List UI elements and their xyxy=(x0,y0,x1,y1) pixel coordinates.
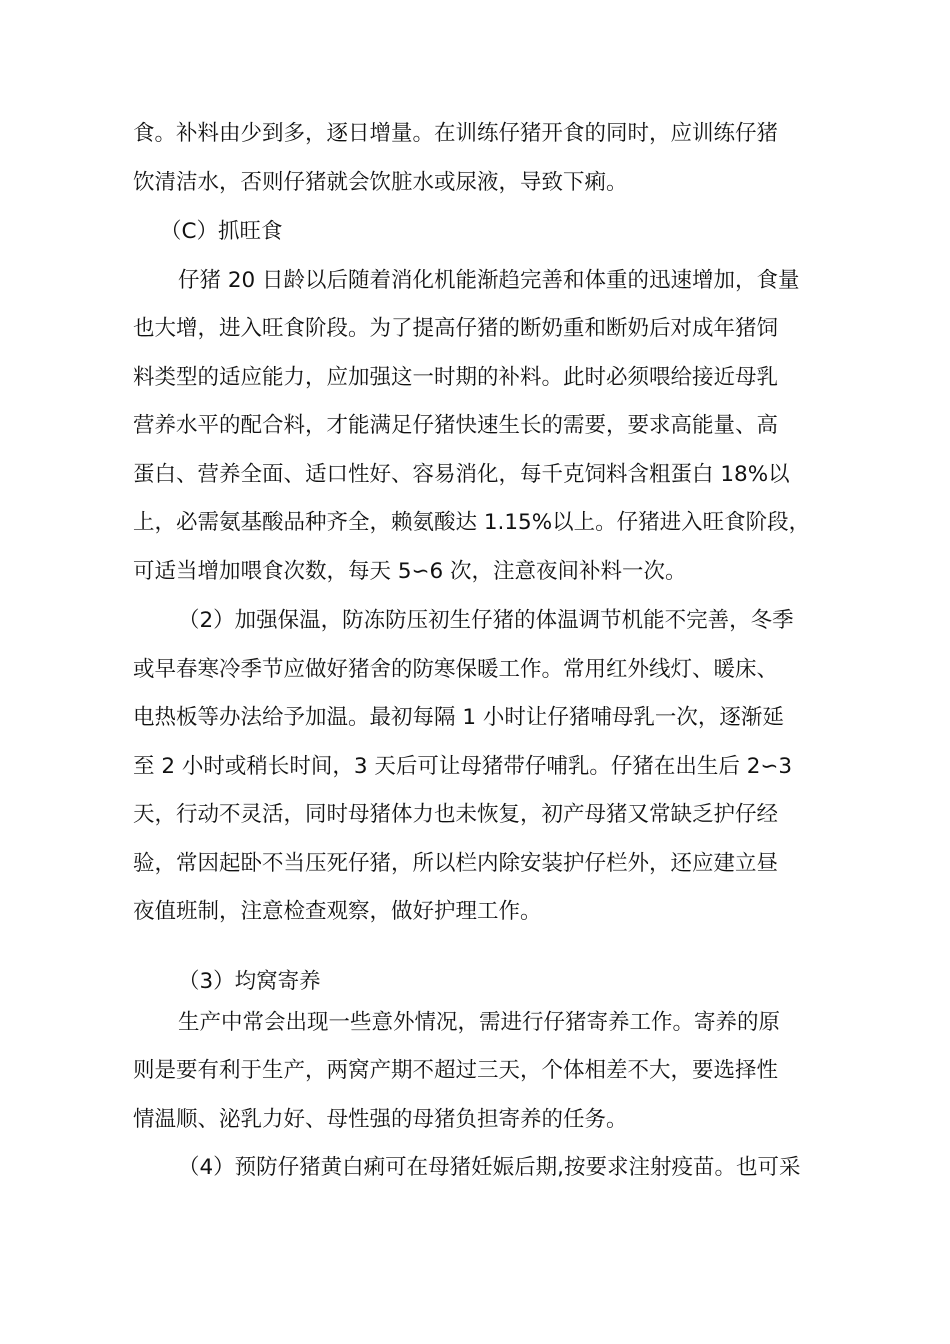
text-line: 饮清洁水，否则仔猪就会饮脏水或尿液，导致下痢。 xyxy=(133,170,628,195)
text-line: 情温顺、泌乳力好、母性强的母猪负担寄养的任务。 xyxy=(133,1107,628,1132)
text-line: 生产中常会出现一些意外情况，需进行仔猪寄养工作。寄养的原 xyxy=(178,1010,781,1035)
text-line: 营养水平的配合料，才能满足仔猪快速生长的需要，要求高能量、高 xyxy=(133,413,779,438)
text-line: 验，常因起卧不当压死仔猪，所以栏内除安装护仔栏外，还应建立昼 xyxy=(133,851,779,876)
text-line: 仔猪 20 日龄以后随着消化机能渐趋完善和体重的迅速增加，食量 xyxy=(178,268,800,293)
text-line: 上，必需氨基酸品种齐全，赖氨酸达 1.15%以上。仔猪进入旺食阶段， xyxy=(133,510,811,535)
text-line: 料类型的适应能力，应加强这一时期的补料。此时必须喂给接近母乳 xyxy=(133,365,779,390)
text-line: 电热板等办法给予加温。最初每隔 1 小时让仔猪哺母乳一次，逐渐延 xyxy=(133,705,784,730)
text-line: 或早春寒冷季节应做好猪舍的防寒保暖工作。常用红外线灯、暖床、 xyxy=(133,657,779,682)
text-line: （4）预防仔猪黄白痢可在母猪妊娠后期,按要求注射疫苗。也可采 xyxy=(178,1155,801,1180)
text-line: 夜值班制，注意检查观察，做好护理工作。 xyxy=(133,899,542,924)
section-heading: （C）抓旺食 xyxy=(160,219,283,244)
text-line: 蛋白、营养全面、适口性好、容易消化，每千克饲料含粗蛋白 18%以 xyxy=(133,462,790,487)
text-line: 食。补料由少到多，逐日增量。在训练仔猪开食的同时，应训练仔猪 xyxy=(133,121,779,146)
section-heading: （3）均窝寄养 xyxy=(178,969,321,994)
text-line: 可适当增加喂食次数，每天 5∽6 次，注意夜间补料一次。 xyxy=(133,559,687,584)
text-line: 至 2 小时或稍长时间，3 天后可让母猪带仔哺乳。仔猪在出生后 2∽3 xyxy=(133,754,793,779)
text-line: 天，行动不灵活，同时母猪体力也未恢复，初产母猪又常缺乏护仔经 xyxy=(133,802,779,827)
text-line: （2）加强保温，防冻防压初生仔猪的体温调节机能不完善，冬季 xyxy=(178,608,794,633)
text-line: 也大增，进入旺食阶段。为了提高仔猪的断奶重和断奶后对成年猪饲 xyxy=(133,316,779,341)
text-line: 则是要有利于生产，两窝产期不超过三天，个体相差不大，要选择性 xyxy=(133,1058,779,1083)
